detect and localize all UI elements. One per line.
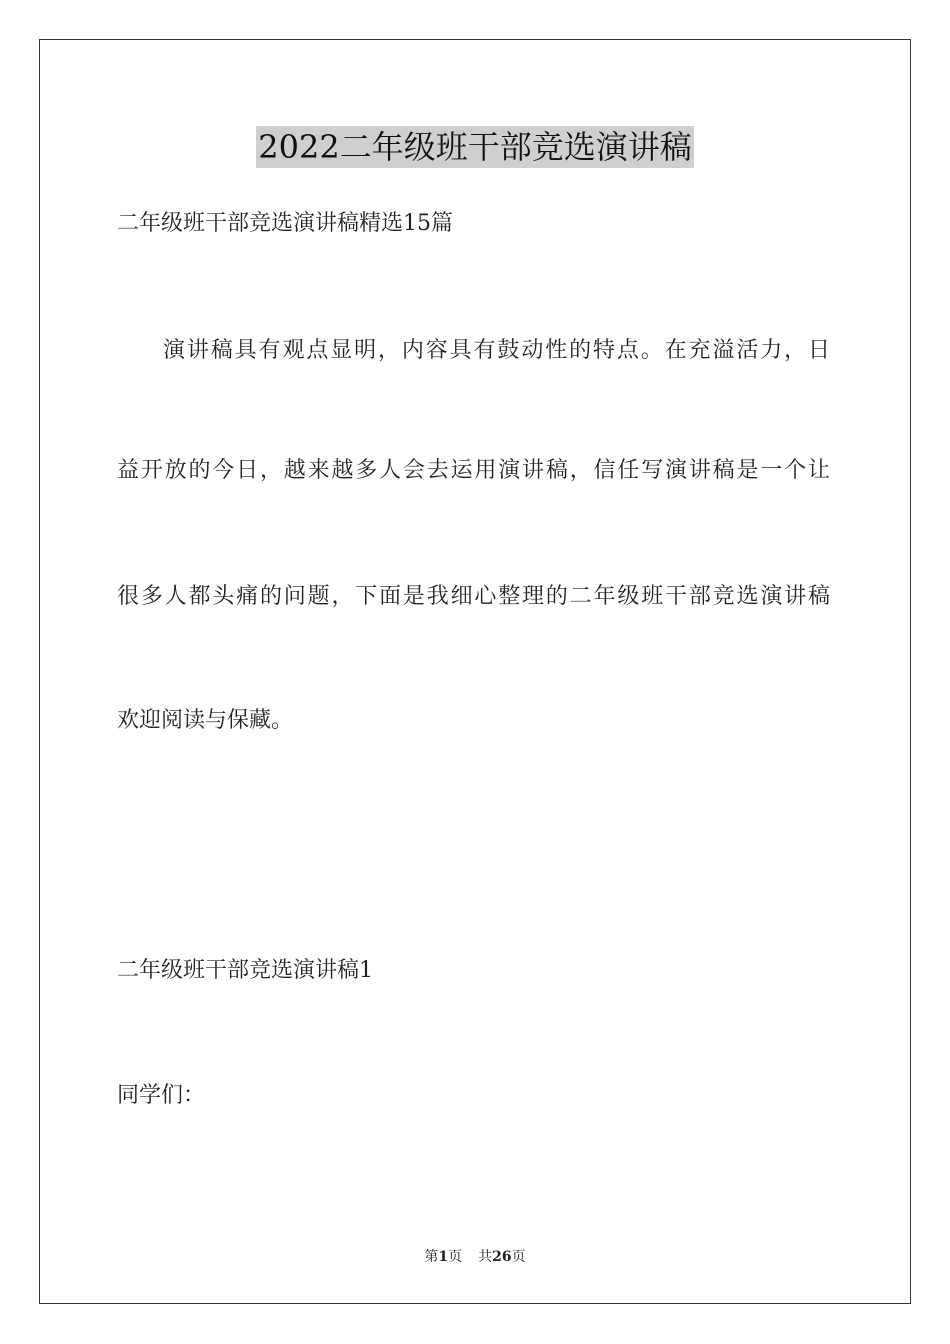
- footer-page-prefix: 第: [424, 1249, 439, 1265]
- document-title: 2022二年级班干部竞选演讲稿: [258, 128, 692, 166]
- intro-line-4: 欢迎阅读与保藏。: [117, 708, 294, 733]
- footer-total-pages: 26: [492, 1249, 512, 1265]
- footer-total-prefix: 共: [478, 1249, 493, 1265]
- intro-line-3: 很多人都头痛的问题，下面是我细心整理的二年级班干部竞选演讲稿: [117, 584, 830, 609]
- intro-line-1: 演讲稿具有观点显明，内容具有鼓动性的特点。在充溢活力，日: [163, 338, 830, 363]
- title-container: [0, 126, 950, 168]
- page-footer: [0, 1247, 950, 1267]
- section-heading: 二年级班干部竞选演讲稿1: [117, 958, 373, 983]
- document-subtitle: 二年级班干部竞选演讲稿精选15篇: [117, 211, 453, 236]
- footer-page-suffix: 页: [448, 1249, 463, 1265]
- salutation: 同学们：: [117, 1083, 206, 1108]
- footer-page-number: 1: [438, 1249, 449, 1265]
- intro-line-2: 益开放的今日，越来越多人会去运用演讲稿，信任写演讲稿是一个让: [117, 458, 830, 483]
- footer-total-suffix: 页: [511, 1249, 526, 1265]
